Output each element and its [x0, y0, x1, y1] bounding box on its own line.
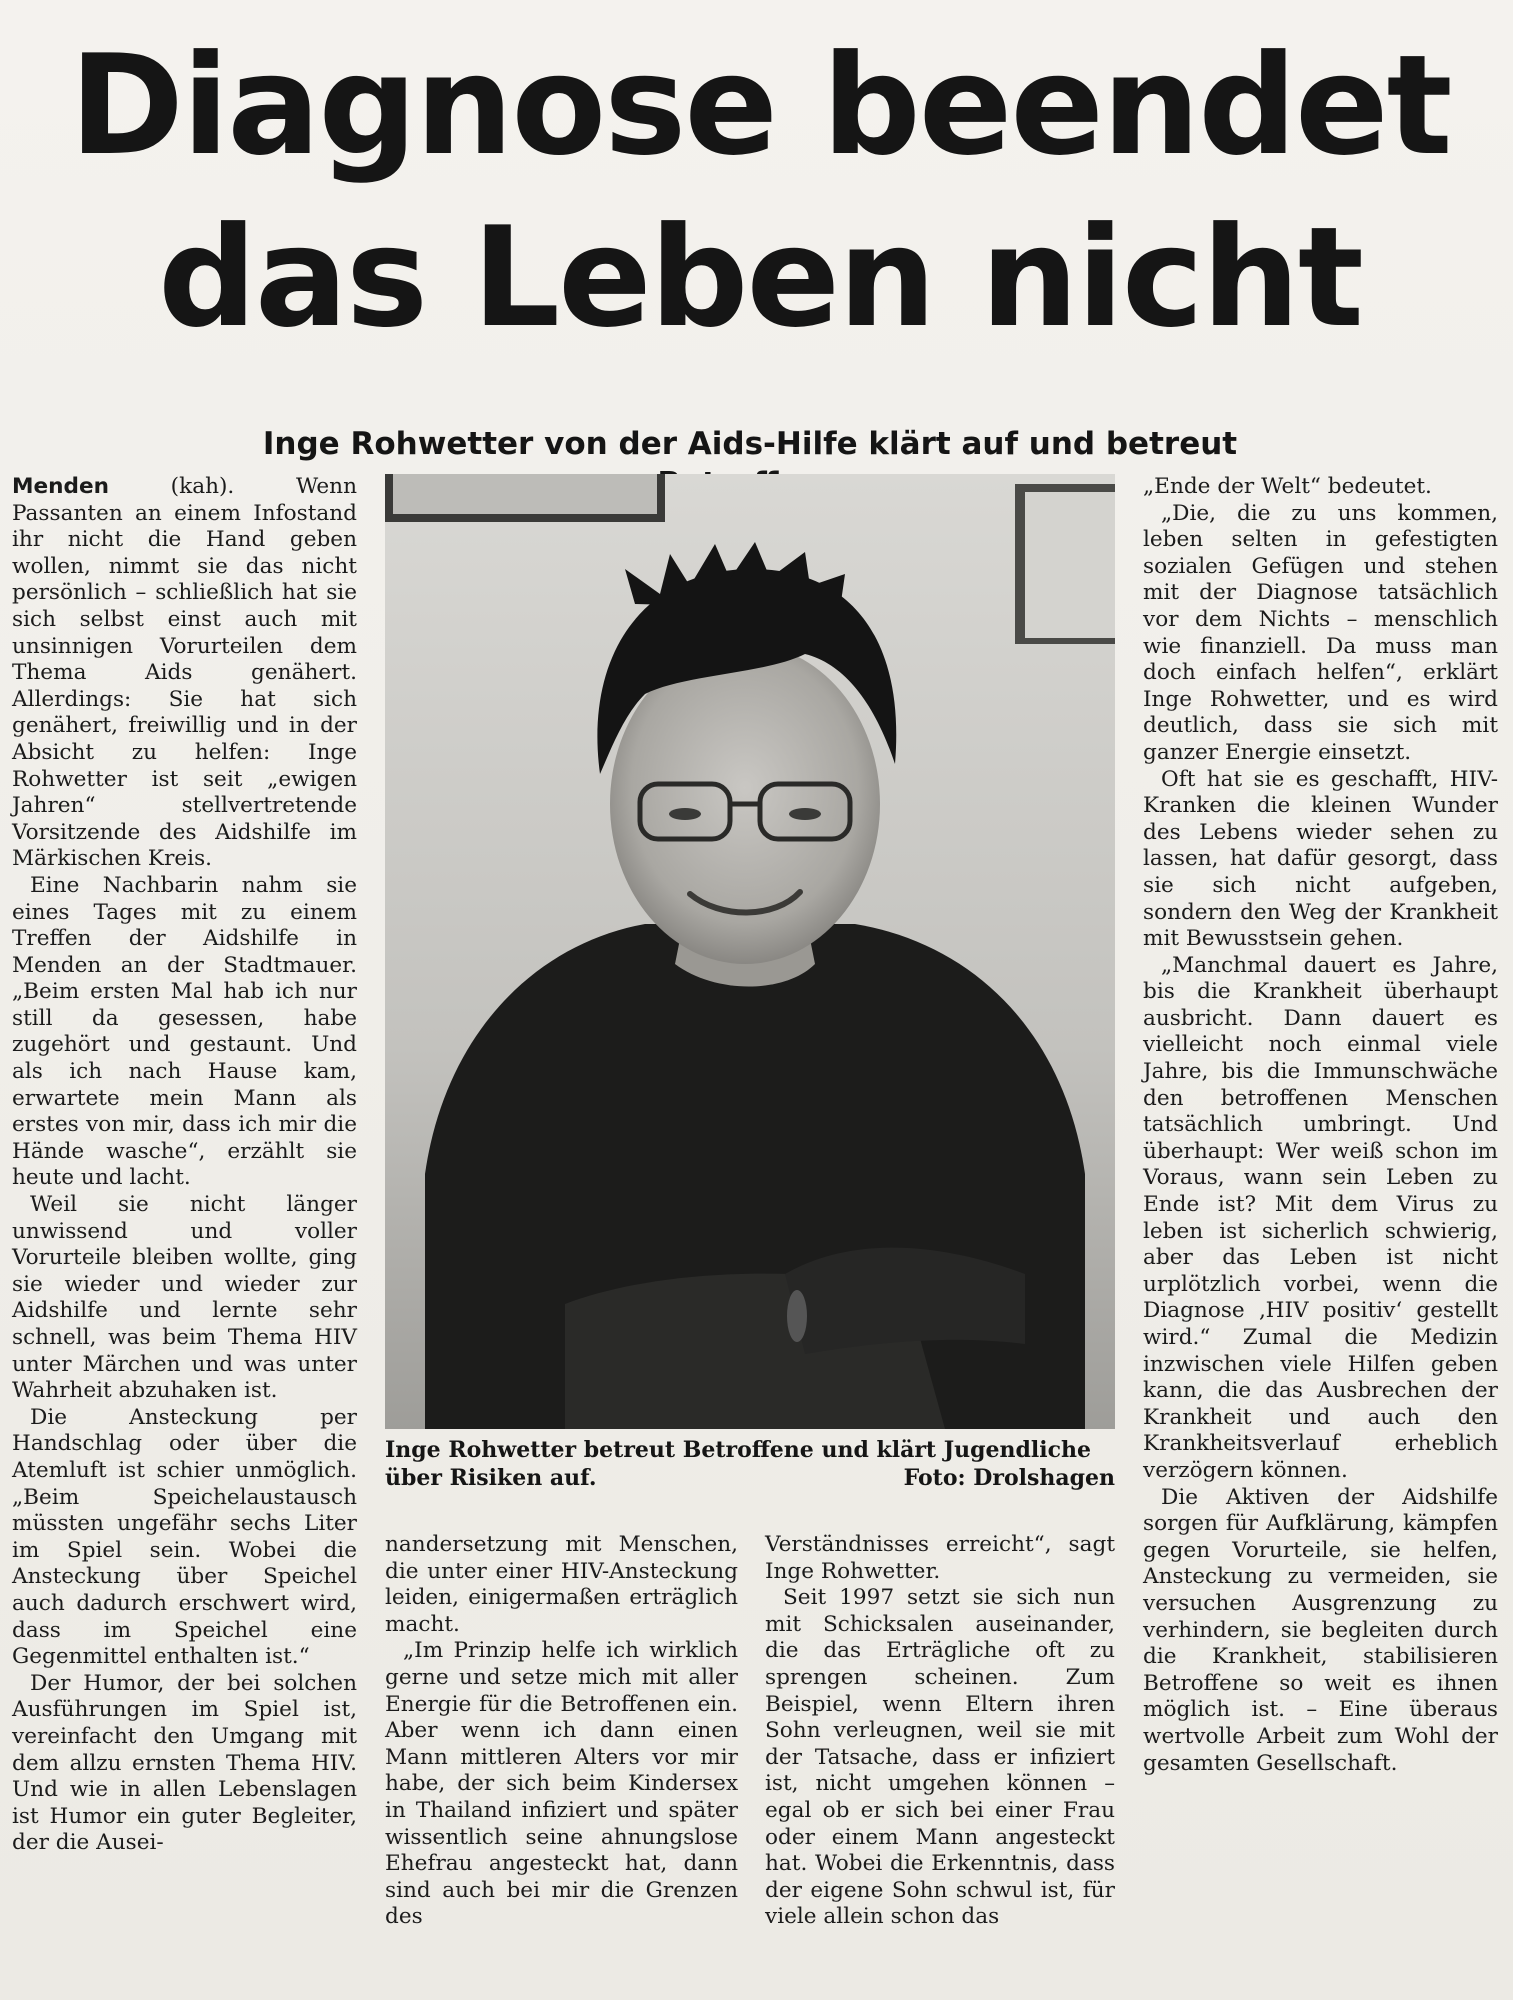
paragraph: „Manchmal dauert es Jahre, bis die Krankheit überhaupt ausbricht. Dann dauert es vielleicht noch einmal viele Jahre, bis die Immunschwäche den betroffenen Menschen tatsächlich umbringt. Und überhaupt: Wer weiß schon im Voraus, wann sein Leben zu Ende ist? Mit dem Virus zu leben ist sicherlich schwierig, aber das Leben ist nicht urplötzlich vorbei, wenn die Diagnose ‚HIV positiv‘ gestellt wird.“ Zumal die Medizin inzwischen viele Hilfen geben kann, die das Ausbrechen der Krankheit und auch den Krankheitsverlauf erheblich verzögern können.: [1143, 952, 1498, 1483]
paragraph: „Die, die zu uns kommen, leben selten in gefestigten sozialen Gefügen und stehen mit der Diagnose tatsächlich vor dem Nichts – menschlich wie finanziell. Da muss man doch einfach helfen“, erklärt Inge Rohwetter, und es wird deutlich, dass sie sich mit ganzer Energie einsetzt.: [1143, 500, 1498, 765]
paragraph: „Ende der Welt“ bedeutet.: [1143, 474, 1432, 499]
photo-credit: Foto: Drolshagen: [903, 1465, 1115, 1491]
paragraph: Seit 1997 setzt sie sich nun mit Schicksalen auseinander, die das Erträgliche oft zu sprengen scheinen. Zum Beispiel, wenn Eltern ihren Sohn verleugnen, weil sie mit der Tatsache, dass er infiziert ist, nicht umgehen können – egal ob er sich bei einer Frau oder einem Mann angesteckt hat. Wobei die Erkenntnis, dass der eigene Sohn schwul ist, für viele allein schon das: [765, 1585, 1115, 1930]
portrait-illustration: [385, 474, 1115, 1429]
paragraph: Weil sie nicht länger unwissend und voller Vorurteile bleiben wollte, ging sie wieder und wieder zur Aidshilfe und lernte sehr schnell, was beim Thema HIV unter Märchen und was unter Wahrheit abzuhaken ist.: [12, 1192, 357, 1404]
paragraph: Menden (kah). Wenn Passanten an einem Infostand ihr nicht die Hand geben wollen, nimmt sie das nicht persönlich – schließlich hat sie sich selbst einst auch mit unsinnigen Vorurteilen dem Thema Aids genähert. Allerdings: Sie hat sich genähert, freiwillig und in der Absicht zu helfen: Inge Rohwetter ist seit „ewigen Jahren“ stellvertretende Vorsitzende des Aidshilfe im Märkischen Kreis.: [12, 474, 357, 872]
headline: Diagnose beendet das Leben nicht: [69, 25, 1451, 358]
article-column-3: [765, 1532, 1115, 1931]
article-column-1: [12, 474, 357, 1857]
caption-text: Inge Rohwetter betreut Betroffene und klärt Jugendliche über Risiken auf.: [385, 1437, 1092, 1491]
paragraph: Eine Nachbarin nahm sie eines Tages mit zu einem Treffen der Aidshilfe in Menden an der Stadtmauer. „Beim ersten Mal hab ich nur still da gesessen, habe zugehört und gestaunt. Und als ich nach Hause kam, erwartete mein Mann als erstes von mir, dass ich mir die Hände wasche“, erzählt sie heute und lacht.: [12, 872, 357, 1191]
portrait-photo: [385, 474, 1115, 1429]
paragraph: nandersetzung mit Menschen, die unter einer HIV-Ansteckung leiden, einigermaßen erträglich macht.: [385, 1532, 738, 1637]
paragraph: Die Ansteckung per Handschlag oder über die Atemluft ist schier unmöglich. „Beim Speichelaustausch müssten ungefähr sechs Liter im Spiel sein. Wobei die Ansteckung über Speichel auch dadurch erschwert wird, dass im Speichel eine Gegenmittel enthalten ist.“: [12, 1404, 357, 1670]
subheadline: Inge Rohwetter von der Aids-Hilfe klärt auf und betreut: [262, 426, 1238, 462]
paragraph: Oft hat sie es geschafft, HIV-Kranken die kleinen Wunder des Lebens wieder sehen zu lassen, hat dafür gesorgt, dass sie sich nicht aufgeben, sondern den Weg der Krankheit mit Bewusstsein gehen.: [1143, 766, 1498, 952]
photo-caption: [385, 1436, 1115, 1492]
paragraph: Die Aktiven der Aidshilfe sorgen für Aufklärung, kämpfen gegen Vorurteile, sie helfen, Ansteckung zu vermeiden, sie versuchen Ausgrenzung zu verhindern, sie begleiten durch die Krankheit, stabilisieren Betroffene so weit es ihnen möglich ist. – Eine überaus wertvolle Arbeit zum Wohl der gesamten Gesellschaft.: [1143, 1484, 1498, 1776]
paragraph: „Im Prinzip helfe ich wirklich gerne und setze mich mit aller Energie für die Betroffenen ein. Aber wenn ich dann einen Mann mittleren Alters vor mir habe, der sich beim Kindersex in Thailand infiziert und später wissentlich seine ahnungslose Ehefrau angesteckt hat, dann sind auch bei mir die Grenzen des: [385, 1638, 738, 1930]
paragraph: Verständnisses erreicht“, sagt Inge Rohwetter.: [765, 1532, 1115, 1584]
dateline: Menden: [12, 474, 109, 499]
article-column-2: [385, 1532, 738, 1931]
article-column-4: [1143, 474, 1498, 1777]
paragraph: Der Humor, der bei solchen Ausführungen im Spiel ist, vereinfacht den Umgang mit dem allzu ernsten Thema HIV. Und wie in allen Lebenslagen ist Humor ein guter Begleiter, der die Ausei-: [12, 1670, 357, 1856]
